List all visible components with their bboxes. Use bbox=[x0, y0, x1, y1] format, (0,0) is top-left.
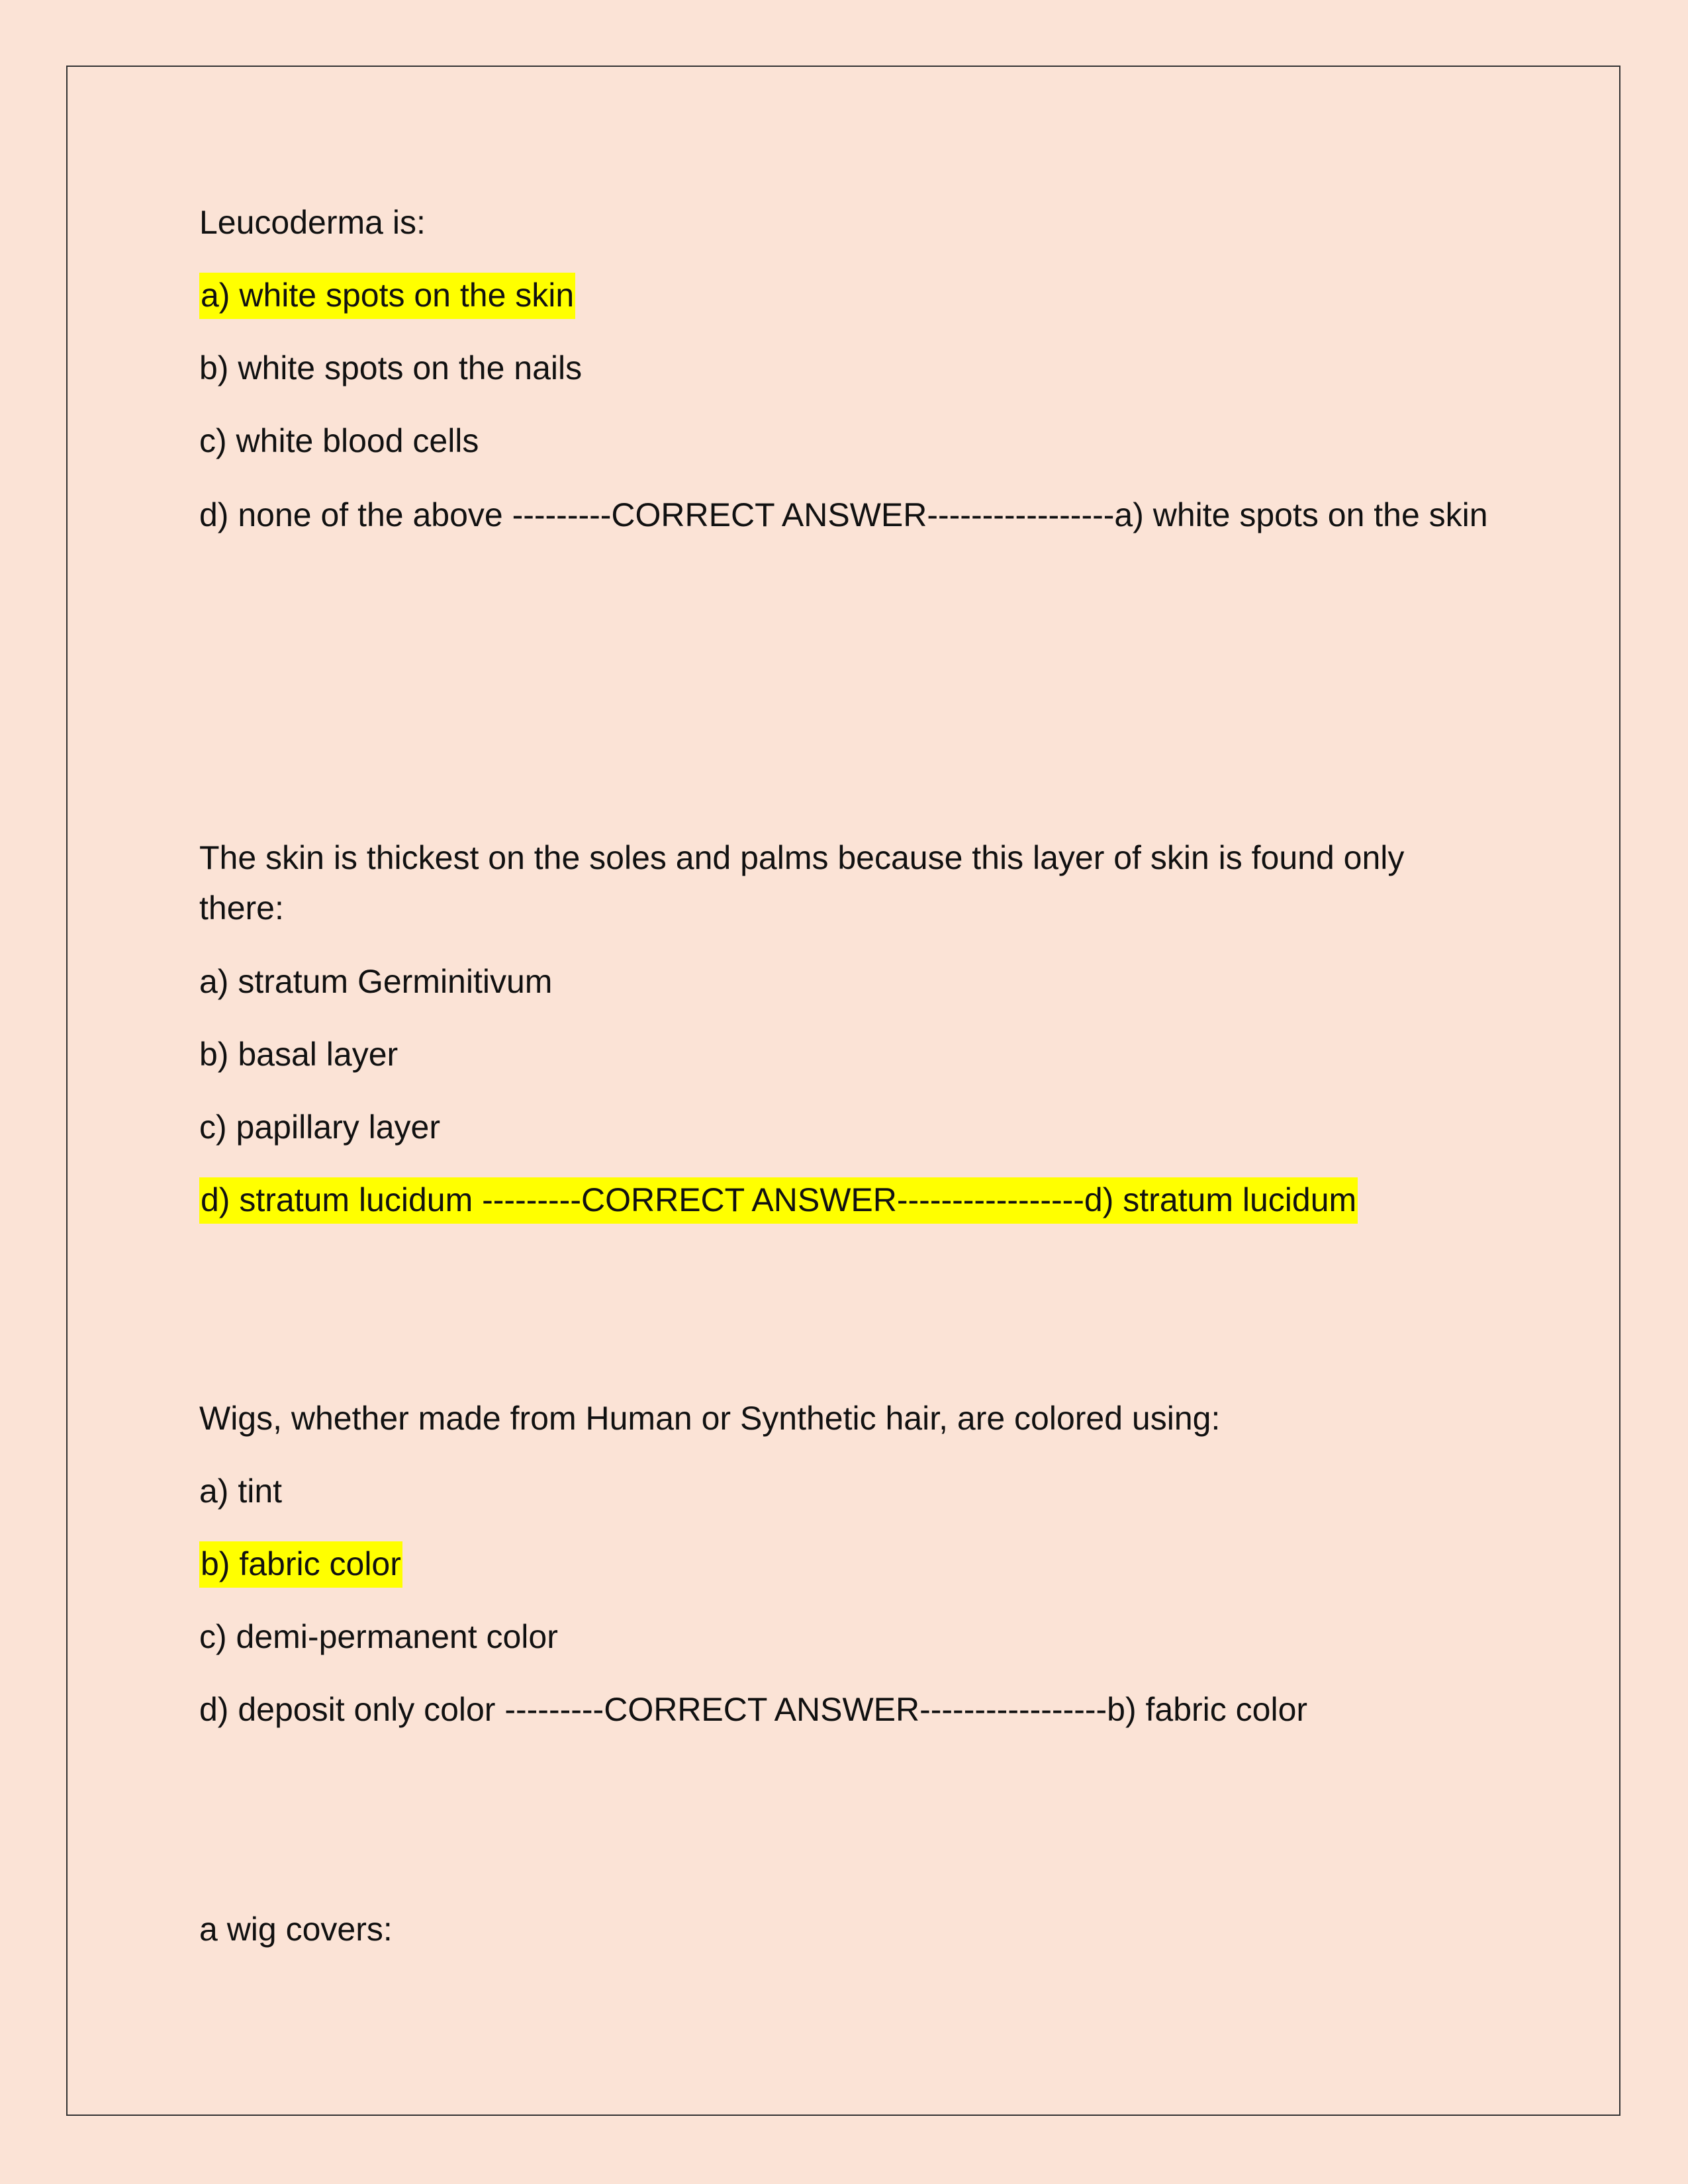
answer-highlight: b) fabric color bbox=[199, 1541, 402, 1588]
question-3-option-d: d) deposit only color ---------CORRECT ANSWER-----------------b) fabric color bbox=[199, 1691, 1308, 1728]
question-2-option-d bbox=[199, 1175, 1358, 1225]
question-1-option-d: d) none of the above ---------CORRECT ANSWER-----------------a) white spots on the skin bbox=[199, 496, 1488, 533]
question-2-option-a: a) stratum Germinitivum bbox=[199, 963, 553, 1000]
answer-highlight: d) stratum lucidum ---------CORRECT ANSWER-----------------d) stratum lucidum bbox=[199, 1177, 1358, 1224]
question-3-text: Wigs, whether made from Human or Synthetic hair, are colored using: bbox=[199, 1400, 1221, 1437]
question-1-option-a bbox=[199, 270, 575, 320]
question-2-text: The skin is thickest on the soles and palms because this layer of skin is found only there: bbox=[199, 839, 1405, 927]
answer-highlight: a) white spots on the skin bbox=[199, 273, 575, 319]
question-2-option-c: c) papillary layer bbox=[199, 1109, 441, 1146]
question-3-option-a: a) tint bbox=[199, 1473, 283, 1510]
question-4-text: a wig covers: bbox=[199, 1911, 393, 1948]
question-3-option-c: c) demi-permanent color bbox=[199, 1618, 558, 1655]
question-1-option-c: c) white blood cells bbox=[199, 422, 479, 459]
question-1-option-b: b) white spots on the nails bbox=[199, 349, 583, 387]
question-3-option-b bbox=[199, 1539, 402, 1589]
question-2-option-b: b) basal layer bbox=[199, 1036, 399, 1073]
question-1-text: Leucoderma is: bbox=[199, 204, 426, 241]
